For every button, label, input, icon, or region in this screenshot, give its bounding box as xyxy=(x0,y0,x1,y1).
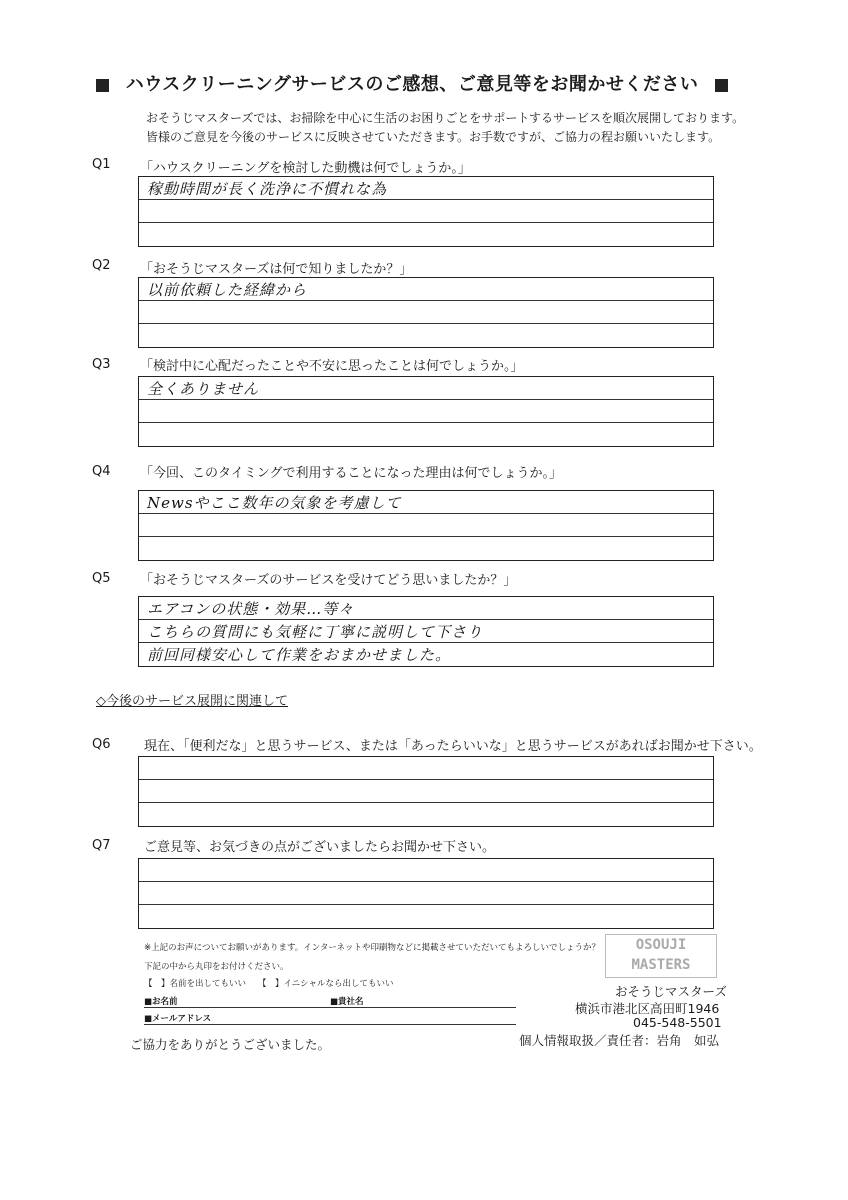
answer-line[interactable] xyxy=(139,757,713,780)
question-text: ご意見等、お気づきの点がございましたらお聞かせ下さい。 xyxy=(144,840,496,855)
consent-instruction: 下記の中から丸印をお付けください。 xyxy=(144,962,289,972)
name-underline[interactable] xyxy=(144,1007,516,1008)
answer-line[interactable] xyxy=(139,859,713,882)
answer-line[interactable] xyxy=(139,301,713,324)
answer-line[interactable] xyxy=(139,177,713,200)
answer-line[interactable] xyxy=(139,882,713,905)
intro-line-2: 皆様のご意見を今後のサービスに反映させていただきます。お手数ですが、ご協力の程お願いいたします。 xyxy=(146,130,721,144)
answer-line[interactable] xyxy=(139,400,713,423)
question-text: 「おそうじマスターズは何で知りましたか？」 xyxy=(140,262,413,277)
answer-line[interactable] xyxy=(139,377,713,400)
answer-line[interactable] xyxy=(139,643,713,666)
answer-line[interactable] xyxy=(139,780,713,803)
company-address: 横浜市港北区高田町1946 xyxy=(575,1001,720,1016)
answer-line[interactable] xyxy=(139,491,713,514)
handwritten-answer: 全くありません xyxy=(147,380,260,398)
company-phone: 045-548-5501 xyxy=(633,1015,722,1030)
answer-line[interactable] xyxy=(139,597,713,620)
question-text: 「今回、このタイミングで利用することになった理由は何でしょうか。」 xyxy=(140,466,562,481)
question-number: Q5 xyxy=(92,571,111,586)
handwritten-answer: 以前依頼した経緯から xyxy=(147,281,308,299)
handwritten-answer: 前回同様安心して作業をおまかせました。 xyxy=(147,646,452,664)
osouji-masters-logo xyxy=(605,934,717,978)
question-number: Q7 xyxy=(92,838,111,853)
handwritten-answer: Newsやここ数年の気象を考慮して xyxy=(147,494,402,512)
logo-line: MASTERS xyxy=(631,957,691,973)
question-number: Q4 xyxy=(92,464,111,479)
logo-line: OSOUJI xyxy=(635,937,687,953)
answer-line[interactable] xyxy=(139,278,713,301)
email-label: ■メールアドレス xyxy=(144,1014,212,1024)
name-label: ■お名前 xyxy=(144,997,178,1007)
question-text: 「検討中に心配だったことや不安に思ったことは何でしょうか。」 xyxy=(140,359,524,374)
option-name-ok[interactable]: 【 】名前を出してもいい xyxy=(144,979,247,989)
answer-box-q1[interactable] xyxy=(138,176,714,247)
question-number: Q6 xyxy=(92,737,111,752)
answer-box-q3[interactable] xyxy=(138,376,714,447)
answer-line[interactable] xyxy=(139,620,713,643)
privacy-officer: 個人情報取扱／責任者：岩角 如弘 xyxy=(519,1033,720,1048)
question-number: Q2 xyxy=(92,258,111,273)
answer-line[interactable] xyxy=(139,200,713,223)
option-initials-ok[interactable]: 【 】イニシャルなら出してもいい xyxy=(258,979,394,989)
question-number: Q1 xyxy=(92,157,111,172)
handwritten-answer: 稼動時間が長く洗浄に不慣れな為 xyxy=(147,180,388,198)
square-bullet-icon xyxy=(715,79,728,92)
answer-line[interactable] xyxy=(139,514,713,537)
handwritten-answer: こちらの質問にも気軽に丁寧に説明して下さり xyxy=(147,623,484,641)
email-underline[interactable] xyxy=(144,1024,516,1025)
answer-line[interactable] xyxy=(139,423,713,446)
title-text: ハウスクリーニングサービスのご感想、ご意見等をお聞かせください xyxy=(125,74,699,95)
answer-box-q7[interactable] xyxy=(138,858,714,929)
question-number: Q3 xyxy=(92,357,111,372)
question-text: 現在、「便利だな」と思うサービス、または「あったらいいな」と思うサービスがあればお聞かせ下さい。 xyxy=(144,739,762,754)
thanks-message: ご協力をありがとうございました。 xyxy=(130,1037,331,1052)
answer-box-q6[interactable] xyxy=(138,756,714,827)
intro-line-1: おそうじマスターズでは、お掃除を中心に生活のお困りごとをサポートするサービスを順次展開しております。 xyxy=(146,111,745,125)
answer-line[interactable] xyxy=(139,537,713,560)
answer-line[interactable] xyxy=(139,324,713,347)
section-heading: ◇今後のサービス展開に関連して xyxy=(96,694,288,709)
answer-box-q2[interactable] xyxy=(138,277,714,348)
answer-line[interactable] xyxy=(139,223,713,246)
question-text: 「おそうじマスターズのサービスを受けてどう思いましたか？」 xyxy=(140,573,517,588)
square-bullet-icon xyxy=(96,79,109,92)
answer-box-q4[interactable] xyxy=(138,490,714,561)
question-text: 「ハウスクリーニングを検討した動機は何でしょうか。」 xyxy=(140,161,471,176)
answer-line[interactable] xyxy=(139,905,713,928)
consent-note: ※上記のお声についてお願いがあります。インターネットや印刷物などに掲載させていただいてもよろしいでしょうか？ xyxy=(144,943,601,953)
company-name: おそうじマスターズ xyxy=(615,984,727,999)
company-label: ■貴社名 xyxy=(330,997,364,1007)
answer-box-q5[interactable] xyxy=(138,596,714,667)
answer-line[interactable] xyxy=(139,803,713,826)
page-title xyxy=(96,70,776,96)
handwritten-answer: エアコンの状態・効果…等々 xyxy=(147,600,355,618)
